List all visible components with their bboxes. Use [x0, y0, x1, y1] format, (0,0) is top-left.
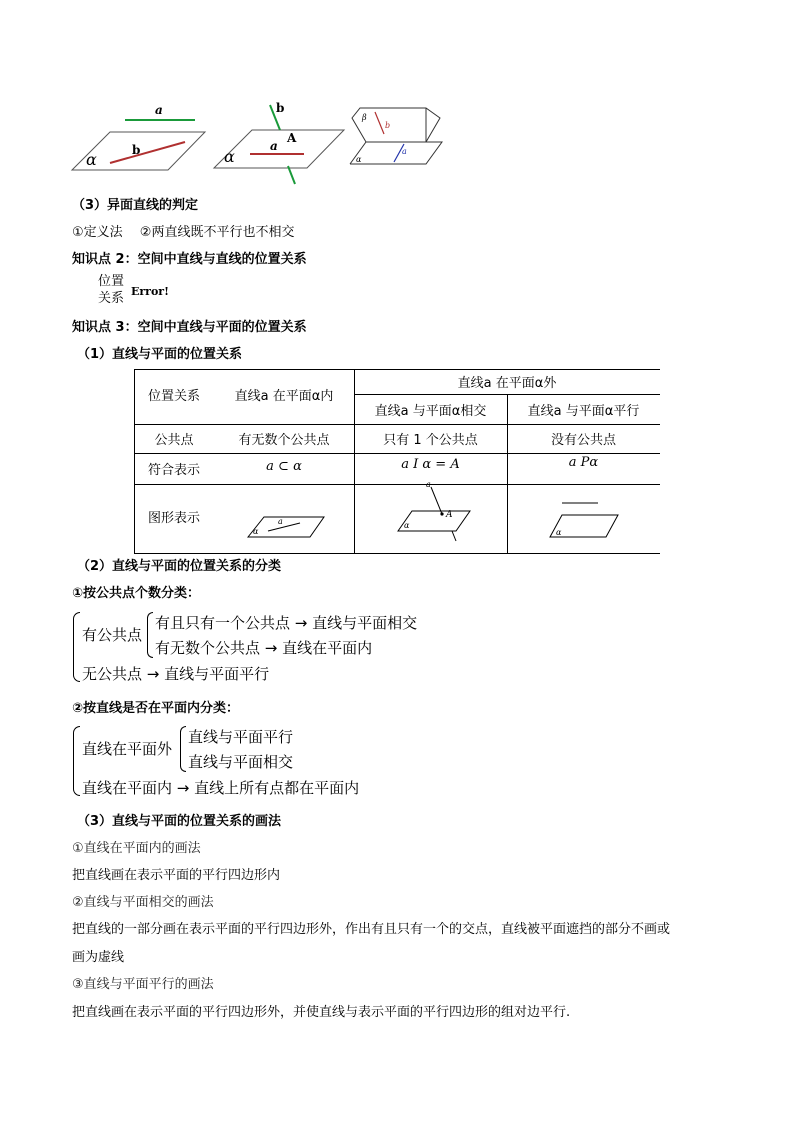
- kp2-heading: 知识点 2：空间中直线与直线的位置关系: [72, 252, 307, 267]
- fig3-b-label: b: [385, 121, 391, 130]
- kp3-sub1: （1）直线与平面的位置关系: [77, 347, 243, 362]
- kp2-error: Error!: [131, 285, 169, 298]
- svg-text:α: α: [404, 521, 410, 530]
- svg-text:a: a: [278, 517, 283, 526]
- sub3-method3-title: ③直线与平面平行的画法: [72, 977, 214, 992]
- class2-item1: 直线与平面平行: [188, 728, 294, 746]
- table-header-position: 位置关系: [147, 389, 200, 404]
- kp2-label-line1: 位置: [98, 274, 125, 289]
- sub3-method1-text: 把直线画在表示平面的平行四边形内: [72, 868, 281, 883]
- class1-item2: 有无数个公共点 → 直线在平面内: [155, 639, 373, 657]
- table-cell-symbol-inside: a ⊂ α: [266, 459, 302, 474]
- svg-text:a: a: [426, 480, 431, 489]
- fig1-plane-line-label: b: [132, 143, 141, 157]
- class1-heading: ①按公共点个数分类：: [72, 586, 201, 601]
- class2-item3: 直线在平面内 → 直线上所有点都在平面内: [82, 779, 360, 797]
- class1-outer-brace: [73, 612, 80, 682]
- class2-heading: ②按直线是否在平面内分类：: [72, 701, 240, 716]
- fig3-a-label: a: [402, 147, 407, 156]
- class1-item3: 无公共点 → 直线与平面平行: [82, 665, 270, 683]
- kp2-label: [98, 273, 124, 307]
- fig3-alpha-label: α: [356, 155, 362, 164]
- position-relation-table: [134, 369, 660, 554]
- class2-inner-brace: [180, 726, 186, 772]
- figure-two-planes: [346, 104, 446, 172]
- table-header-inside: 直线a 在平面α内: [234, 389, 334, 404]
- sub3-method2-text-line1: 把直线的一部分画在表示平面的平行四边形外，作出有且只有一个的交点，直线被平面遮挡的部分不画或: [72, 922, 671, 937]
- sub3-method2-title: ②直线与平面相交的画法: [72, 895, 214, 910]
- svg-text:A: A: [446, 510, 453, 520]
- fig2-plane-line-label: a: [270, 139, 278, 153]
- sec3-methods: ①定义法 ②两直线既不平行也不相交: [72, 225, 295, 240]
- class2-group: 直线在平面外: [82, 740, 173, 758]
- sub3-heading: （3）直线与平面的位置关系的画法: [77, 814, 282, 829]
- class2-item2: 直线与平面相交: [188, 753, 294, 771]
- sub3-method2-text-line2: 画为虚线: [72, 950, 125, 965]
- class2-outer-brace: [73, 726, 80, 796]
- kp3-heading: 知识点 3：空间中直线与平面的位置关系: [72, 320, 307, 335]
- sec3-heading: （3）异面直线的判定: [72, 198, 199, 213]
- table-header-intersect: 直线a 与平面α相交: [374, 404, 487, 419]
- class1-group: 有公共点: [82, 626, 143, 644]
- figure-line-intersect-plane: [212, 100, 352, 185]
- sub2-heading: （2）直线与平面的位置关系的分类: [77, 559, 282, 574]
- table-cell-symbol-parallel: a Pα: [568, 455, 599, 470]
- table-row-common-label: 公共点: [154, 433, 194, 448]
- sub3-method1-title: ①直线在平面内的画法: [72, 841, 201, 856]
- kp2-label-line2: 关系: [98, 291, 125, 306]
- table-row-figure-label: 图形表示: [147, 511, 200, 526]
- table-figure-parallel: [548, 497, 628, 547]
- table-cell-symbol-intersect: a I α = A: [401, 457, 460, 472]
- table-row-symbol-label: 符合表示: [147, 463, 200, 478]
- table-header-parallel: 直线a 与平面α平行: [527, 404, 640, 419]
- table-figure-intersect: [396, 481, 476, 545]
- fig2-line-label: b: [276, 101, 285, 115]
- fig1-line-label: a: [155, 103, 163, 117]
- table-cell-common-intersect: 只有 1 个公共点: [383, 433, 478, 448]
- fig2-plane-label: α: [224, 147, 235, 166]
- svg-text:α: α: [253, 527, 259, 536]
- svg-text:α: α: [556, 528, 562, 537]
- table-cell-common-parallel: 没有公共点: [550, 433, 616, 448]
- class1-item1: 有且只有一个公共点 → 直线与平面相交: [155, 614, 418, 632]
- class1-inner-brace: [147, 612, 153, 658]
- table-figure-inside: [246, 505, 336, 541]
- figure-line-parallel-plane: [70, 100, 210, 175]
- fig3-beta-label: β: [362, 113, 367, 122]
- table-cell-common-inside: 有无数个公共点: [238, 433, 330, 448]
- table-header-outside: 直线a 在平面α外: [457, 376, 557, 391]
- sub3-method3-text: 把直线画在表示平面的平行四边形外，并使直线与表示平面的平行四边形的组对边平行.: [72, 1005, 571, 1020]
- fig1-plane-label: α: [86, 150, 97, 169]
- fig2-point-label: A: [287, 131, 297, 145]
